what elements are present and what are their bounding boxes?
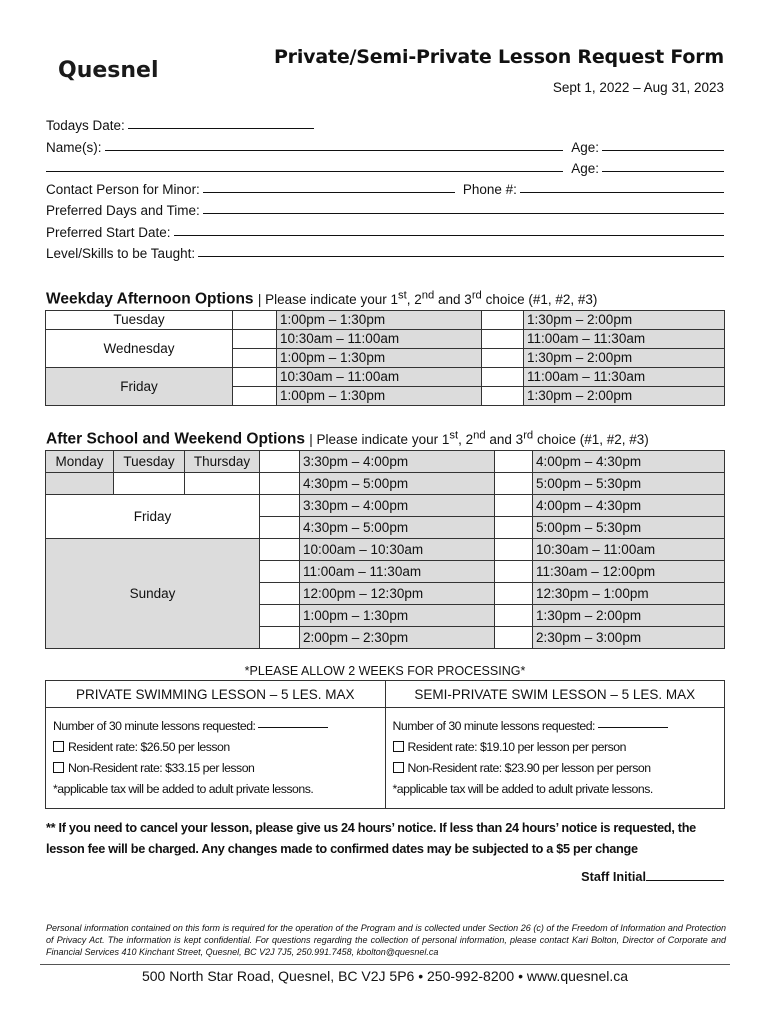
form-title: Private/Semi-Private Lesson Request Form	[273, 46, 724, 68]
choice-box[interactable]	[482, 368, 524, 387]
choice-box[interactable]	[495, 539, 533, 561]
time-slot: 12:00pm – 12:30pm	[300, 583, 495, 605]
time-slot: 1:00pm – 1:30pm	[277, 387, 482, 406]
table-row	[46, 539, 725, 561]
time-slot: 4:00pm – 4:30pm	[533, 451, 725, 473]
choice-box[interactable]	[495, 517, 533, 539]
time-slot: 10:30am – 11:00am	[277, 368, 482, 387]
weekday-section-title	[46, 289, 597, 309]
form-season-dates: Sept 1, 2022 – Aug 31, 2023	[552, 80, 724, 95]
weekday-instruction: | Please indicate your 1st, 2nd and 3rd choice (#1, #2, #3)	[257, 289, 598, 307]
day-monday: Monday	[46, 451, 114, 473]
phone-label: Phone #:	[462, 182, 517, 198]
time-slot: 10:00am – 10:30am	[300, 539, 495, 561]
time-slot: 2:30pm – 3:00pm	[533, 627, 725, 649]
staff-initial	[581, 870, 724, 884]
afterschool-instruction: | Please indicate your 1st, 2nd and 3rd choice (#1, #2, #3)	[309, 429, 649, 447]
choice-box[interactable]	[260, 517, 300, 539]
age-field-1[interactable]	[602, 150, 724, 151]
checkbox-icon[interactable]	[53, 762, 64, 773]
level-field[interactable]	[198, 256, 724, 257]
choice-box[interactable]	[260, 495, 300, 517]
day-tuesday: Tuesday	[46, 311, 233, 330]
footer-address: 500 North Star Road, Quesnel, BC V2J 5P6 • 250-992-8200 • www.quesnel.ca	[141, 968, 629, 984]
table-row	[46, 330, 725, 349]
preferred-days-label: Preferred Days and Time:	[46, 203, 200, 219]
choice-box[interactable]	[260, 473, 300, 495]
semi-lessons-count-label: Number of 30 minute lessons requested:	[392, 719, 595, 733]
time-slot: 1:30pm – 2:00pm	[524, 311, 725, 330]
time-slot: 10:30am – 11:00am	[277, 330, 482, 349]
choice-box[interactable]	[482, 311, 524, 330]
choice-box[interactable]	[482, 349, 524, 368]
time-slot: 1:30pm – 2:00pm	[533, 605, 725, 627]
private-nonresident-option[interactable]	[53, 758, 378, 779]
contact-row	[46, 176, 724, 197]
cancellation-notice: ** If you need to cancel your lesson, please give us 24 hours’ notice. If less than 24 hours’ notice is requested, the lesson fee will be charged. Any changes made to confirmed dates may be subjected to a $5 per change	[46, 821, 696, 856]
day-thursday: Thursday	[185, 451, 260, 473]
checkbox-icon[interactable]	[53, 741, 64, 752]
semi-resident-option[interactable]	[393, 737, 718, 758]
choice-box[interactable]	[233, 387, 277, 406]
age-field-2[interactable]	[602, 171, 724, 172]
time-slot: 12:30pm – 1:00pm	[533, 583, 725, 605]
table-row	[46, 708, 725, 809]
time-slot: 10:30am – 11:00am	[533, 539, 725, 561]
processing-note: *PLEASE ALLOW 2 WEEKS FOR PROCESSING*	[244, 664, 526, 678]
choice-box[interactable]	[495, 627, 533, 649]
staff-initial-field[interactable]	[646, 880, 724, 881]
private-lessons-count-row	[53, 716, 378, 737]
semi-nonresident-option[interactable]	[393, 758, 718, 779]
todays-date-row	[46, 112, 724, 133]
choice-box[interactable]	[260, 605, 300, 627]
checkbox-icon[interactable]	[393, 762, 404, 773]
table-row	[46, 368, 725, 387]
choice-box-monday[interactable]	[46, 473, 114, 495]
time-slot: 1:00pm – 1:30pm	[277, 349, 482, 368]
checkbox-icon[interactable]	[393, 741, 404, 752]
time-slot: 2:00pm – 2:30pm	[300, 627, 495, 649]
semi-nonresident-label: Non-Resident rate: $23.90 per lesson per person	[407, 761, 651, 775]
time-slot: 5:00pm – 5:30pm	[533, 517, 725, 539]
time-slot: 11:00am – 11:30am	[524, 330, 725, 349]
choice-box[interactable]	[233, 349, 277, 368]
semi-tax-note: *applicable tax will be added to adult private lessons.	[392, 782, 653, 796]
phone-field[interactable]	[520, 192, 724, 193]
private-lesson-details	[46, 708, 386, 809]
choice-box[interactable]	[260, 451, 300, 473]
semi-lessons-count-row	[393, 716, 718, 737]
todays-date-field[interactable]	[128, 128, 314, 129]
time-slot: 4:30pm – 5:00pm	[300, 517, 495, 539]
day-friday: Friday	[46, 495, 260, 539]
age-label-1: Age:	[571, 139, 599, 155]
level-row	[46, 240, 724, 261]
day-wednesday: Wednesday	[46, 330, 233, 368]
names-row	[46, 133, 724, 154]
private-lessons-count-field[interactable]	[258, 727, 328, 728]
time-slot: 1:00pm – 1:30pm	[277, 311, 482, 330]
choice-box[interactable]	[260, 539, 300, 561]
choice-box[interactable]	[233, 368, 277, 387]
pricing-table	[45, 680, 725, 809]
choice-box[interactable]	[233, 311, 277, 330]
choice-box[interactable]	[260, 561, 300, 583]
choice-box[interactable]	[482, 330, 524, 349]
choice-box-tuesday[interactable]	[114, 473, 185, 495]
choice-box[interactable]	[482, 387, 524, 406]
private-nonresident-label: Non-Resident rate: $33.15 per lesson	[68, 761, 255, 775]
choice-box[interactable]	[495, 561, 533, 583]
time-slot: 1:00pm – 1:30pm	[300, 605, 495, 627]
time-slot: 11:00am – 11:30am	[300, 561, 495, 583]
start-date-row	[46, 218, 724, 239]
semi-lessons-count-field[interactable]	[598, 727, 668, 728]
semi-private-lesson-heading: SEMI-PRIVATE SWIM LESSON – 5 LES. MAX	[385, 681, 725, 708]
names-row-2	[46, 155, 724, 176]
todays-date-label: Todays Date:	[46, 118, 125, 134]
day-sunday: Sunday	[46, 539, 260, 649]
choice-box-thursday[interactable]	[185, 473, 260, 495]
choice-box[interactable]	[495, 605, 533, 627]
choice-box[interactable]	[260, 583, 300, 605]
applicant-fields	[46, 112, 724, 261]
weekday-options-table	[45, 310, 725, 406]
age-label-2: Age:	[571, 160, 599, 176]
choice-box[interactable]	[495, 473, 533, 495]
semi-private-lesson-details	[385, 708, 725, 809]
choice-box[interactable]	[495, 495, 533, 517]
afterschool-section-title	[46, 429, 649, 449]
time-slot: 5:00pm – 5:30pm	[533, 473, 725, 495]
names-label: Name(s):	[46, 139, 102, 155]
time-slot: 4:00pm – 4:30pm	[533, 495, 725, 517]
choice-box[interactable]	[495, 451, 533, 473]
start-date-field[interactable]	[174, 235, 724, 236]
private-resident-option[interactable]	[53, 737, 378, 758]
afterschool-title: After School and Weekend Options	[46, 430, 305, 448]
time-slot: 1:30pm – 2:00pm	[524, 387, 725, 406]
table-row	[46, 495, 725, 517]
privacy-statement: Personal information contained on this form is required for the operation of the Program and is collected under Section 26 (c) of the Freedom of Information and Protection of Privacy Act. The information is kept confidential. For questions regarding the collection of personal information, please contact Kari Bolton, Director of Corporate and Financial Services 410 Kinchant Street, Quesnel, BC V2J 7J5, 250.991.7458, kbolton@quesnel.ca	[46, 923, 726, 957]
table-row	[46, 311, 725, 330]
contact-field[interactable]	[203, 192, 455, 193]
time-slot: 11:00am – 11:30am	[524, 368, 725, 387]
time-slot: 3:30pm – 4:00pm	[300, 495, 495, 517]
private-lesson-heading: PRIVATE SWIMMING LESSON – 5 LES. MAX	[46, 681, 386, 708]
time-slot: 11:30am – 12:00pm	[533, 561, 725, 583]
names-field-2[interactable]	[46, 171, 563, 172]
contact-label: Contact Person for Minor:	[46, 182, 200, 198]
semi-resident-label: Resident rate: $19.10 per lesson per person	[407, 740, 626, 754]
staff-initial-label: Staff Initial	[581, 870, 646, 884]
choice-box[interactable]	[233, 330, 277, 349]
preferred-days-row	[46, 197, 724, 218]
start-date-label: Preferred Start Date:	[46, 224, 171, 240]
table-row	[46, 473, 725, 495]
level-label: Level/Skills to be Taught:	[46, 246, 196, 262]
table-row	[46, 681, 725, 708]
private-lessons-count-label: Number of 30 minute lessons requested:	[53, 719, 256, 733]
footer-divider	[40, 964, 730, 965]
private-tax-note: *applicable tax will be added to adult private lessons.	[53, 782, 314, 796]
time-slot: 1:30pm – 2:00pm	[524, 349, 725, 368]
names-field-1[interactable]	[105, 150, 564, 151]
weekday-title: Weekday Afternoon Options	[46, 290, 254, 308]
day-tuesday: Tuesday	[114, 451, 185, 473]
choice-box[interactable]	[495, 583, 533, 605]
afterschool-options-table	[45, 450, 725, 649]
day-friday: Friday	[46, 368, 233, 406]
time-slot: 3:30pm – 4:00pm	[300, 451, 495, 473]
choice-box[interactable]	[260, 627, 300, 649]
table-row	[46, 451, 725, 473]
quesnel-logo: Quesnel	[58, 58, 159, 83]
preferred-days-field[interactable]	[203, 213, 724, 214]
time-slot: 4:30pm – 5:00pm	[300, 473, 495, 495]
private-resident-label: Resident rate: $26.50 per lesson	[68, 740, 230, 754]
